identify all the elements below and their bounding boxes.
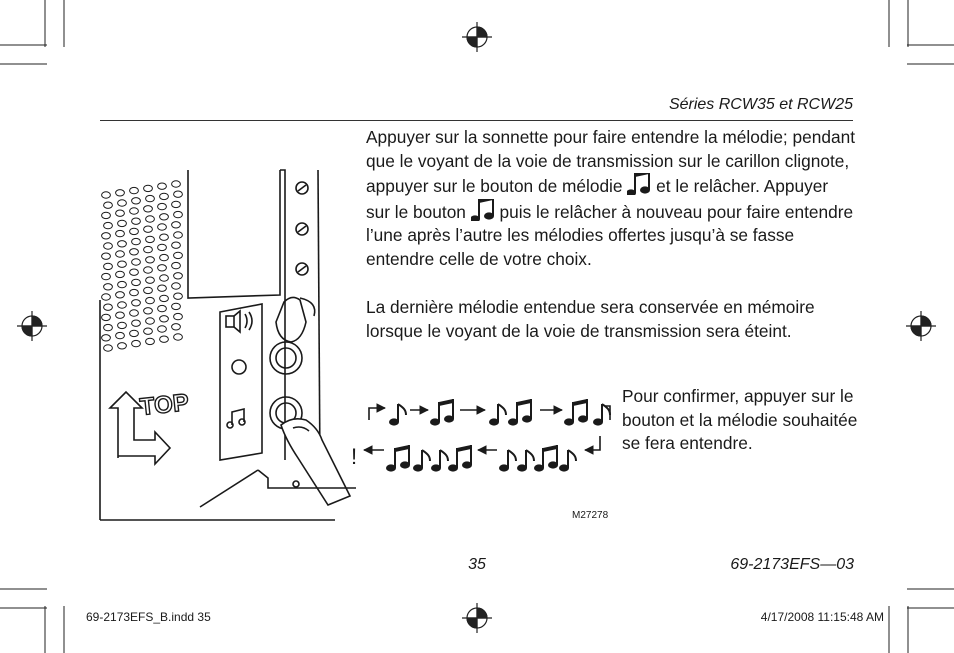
slug-timestamp: 4/17/2008 11:15:48 AM — [760, 610, 884, 624]
grille-hole — [130, 310, 139, 316]
grille-hole — [102, 314, 111, 320]
grille-hole — [118, 343, 127, 349]
grille-hole — [116, 292, 125, 298]
grille-hole — [102, 335, 111, 341]
grille-hole — [104, 243, 113, 249]
melody-3-icon-b — [508, 399, 532, 426]
speaker-grille-holes — [102, 181, 183, 351]
cycle-end-mark: ! — [351, 444, 358, 469]
grille-hole — [146, 277, 155, 283]
grille-hole — [116, 332, 125, 338]
melody-3-icon-a — [489, 404, 506, 426]
grille-hole — [172, 201, 181, 207]
grille-hole — [174, 211, 183, 217]
grille-hole — [144, 308, 153, 314]
grille-hole — [160, 214, 169, 220]
grille-hole — [132, 300, 141, 306]
grille-hole — [130, 269, 139, 275]
grille-hole — [174, 232, 183, 238]
grille-hole — [174, 273, 183, 279]
registration-mark-bottom — [462, 603, 492, 633]
instruction-paragraph-1 — [366, 126, 856, 272]
led-indicator — [232, 360, 246, 374]
channel-button — [270, 342, 302, 374]
grille-hole — [146, 297, 155, 303]
grille-hole — [132, 320, 141, 326]
grille-hole — [132, 238, 141, 244]
grille-hole — [172, 222, 181, 228]
grille-hole — [118, 220, 127, 226]
instruction-text-1b: et le relâcher. Appuyer sur le bouton — [366, 176, 829, 222]
chime-device-illustration — [100, 170, 356, 520]
melody-5-icon-d — [499, 450, 516, 472]
grille-hole — [104, 202, 113, 208]
grille-hole — [160, 234, 169, 240]
grille-hole — [132, 198, 141, 204]
melody-button-icon — [471, 199, 495, 221]
grille-hole — [174, 293, 183, 299]
grille-hole — [146, 195, 155, 201]
grille-hole — [116, 271, 125, 277]
grille-hole — [158, 203, 167, 209]
melody-5-icon-a — [559, 450, 576, 472]
grille-hole — [172, 283, 181, 289]
grille-hole — [116, 251, 125, 257]
grille-hole — [172, 242, 181, 248]
registration-mark-left — [17, 311, 47, 341]
grille-hole — [144, 246, 153, 252]
grille-hole — [160, 275, 169, 281]
grille-hole — [160, 193, 169, 199]
grille-hole — [104, 324, 113, 330]
grille-hole — [172, 303, 181, 309]
melody-4-icon-a — [564, 399, 588, 426]
melody-6-icon-b — [431, 450, 448, 472]
grille-hole — [144, 206, 153, 212]
grille-hole — [144, 185, 153, 191]
grille-hole — [172, 324, 181, 330]
instruction-text-1c: puis le relâcher à nouveau pour faire entendre l’une après l’autre les mélodies offertes jusqu’à se fasse entendre celle de votre choix. — [366, 201, 854, 269]
registration-mark-right — [906, 311, 936, 341]
grille-hole — [144, 267, 153, 273]
grille-hole — [130, 330, 139, 336]
grille-hole — [130, 228, 139, 234]
grille-hole — [104, 345, 113, 351]
melody-5-icon-b — [534, 445, 558, 472]
pressing-finger — [281, 419, 350, 505]
melody-4-icon-b — [593, 404, 610, 426]
melody-6-icon-a — [448, 445, 472, 472]
document-number: 69-2173EFS—03 — [730, 556, 854, 573]
grille-hole — [102, 273, 111, 279]
grille-hole — [160, 316, 169, 322]
instruction-text-1a: Appuyer sur la sonnette pour faire entendre la mélodie; pendant que le voyant de la voie de transmission sur le carillon clignote, appuyer sur le bouton de mélodie — [366, 127, 855, 197]
grille-hole — [132, 279, 141, 285]
grille-hole — [130, 208, 139, 214]
grille-hole — [102, 233, 111, 239]
grille-hole — [130, 289, 139, 295]
melody-6-icon-d — [386, 445, 410, 472]
melody-1-icon — [389, 404, 406, 426]
grille-hole — [174, 191, 183, 197]
grille-hole — [104, 222, 113, 228]
volume-speaker-icon — [226, 316, 234, 327]
grille-hole — [132, 340, 141, 346]
grille-hole — [118, 200, 127, 206]
grille-hole — [146, 236, 155, 242]
grille-hole — [130, 187, 139, 193]
screw-icons — [296, 182, 308, 275]
grille-hole — [174, 252, 183, 258]
grille-hole — [144, 226, 153, 232]
melody-button-icon — [627, 173, 651, 195]
grille-hole — [160, 336, 169, 342]
grille-hole — [102, 253, 111, 259]
grille-hole — [172, 181, 181, 187]
melody-2-icon — [430, 399, 454, 426]
registration-mark-top — [462, 22, 492, 52]
confirm-caption: Pour confirmer, appuyer sur le bouton et la mélodie souhaitée se fera entendre. — [622, 386, 858, 454]
series-header: Séries RCW35 et RCW25 — [668, 96, 853, 113]
grille-hole — [160, 295, 169, 301]
grille-hole — [104, 284, 113, 290]
grille-hole — [118, 261, 127, 267]
melody-5-icon-c — [517, 450, 534, 472]
melody-6-icon-c — [413, 450, 430, 472]
grille-hole — [144, 287, 153, 293]
grille-hole — [102, 212, 111, 218]
melody-label-icon — [232, 409, 244, 425]
grille-hole — [144, 328, 153, 334]
grille-hole — [158, 326, 167, 332]
grille-hole — [132, 259, 141, 265]
grille-hole — [104, 304, 113, 310]
grille-hole — [158, 224, 167, 230]
grille-hole — [172, 262, 181, 268]
slug-filename: 69-2173EFS_B.indd 35 — [86, 610, 211, 624]
grille-hole — [132, 218, 141, 224]
grille-hole — [158, 244, 167, 250]
grille-hole — [116, 190, 125, 196]
grille-hole — [102, 294, 111, 300]
grille-hole — [102, 192, 111, 198]
grille-hole — [158, 285, 167, 291]
page-number: 35 — [468, 556, 486, 573]
grille-hole — [118, 302, 127, 308]
grille-hole — [130, 249, 139, 255]
grille-hole — [174, 313, 183, 319]
grille-hole — [104, 263, 113, 269]
grille-hole — [116, 210, 125, 216]
melody-cycle-diagram — [139, 389, 610, 471]
figure-code: M27278 — [572, 510, 609, 521]
grille-hole — [118, 281, 127, 287]
grille-hole — [160, 254, 169, 260]
header-rule — [100, 120, 853, 121]
volume-knob — [276, 297, 306, 342]
grille-hole — [158, 183, 167, 189]
grille-hole — [118, 322, 127, 328]
grille-hole — [146, 338, 155, 344]
grille-hole — [174, 334, 183, 340]
top-label: TOP — [138, 389, 191, 422]
device-outline — [100, 170, 335, 520]
grille-hole — [146, 318, 155, 324]
grille-hole — [158, 265, 167, 271]
instruction-paragraph-2: La dernière mélodie entendue sera conservée en mémoire lorsque le voyant de la voie de transmission sera éteint. — [366, 297, 815, 341]
grille-hole — [146, 216, 155, 222]
grille-hole — [146, 257, 155, 263]
grille-hole — [116, 312, 125, 318]
grille-hole — [158, 305, 167, 311]
grille-hole — [116, 230, 125, 236]
grille-hole — [118, 241, 127, 247]
